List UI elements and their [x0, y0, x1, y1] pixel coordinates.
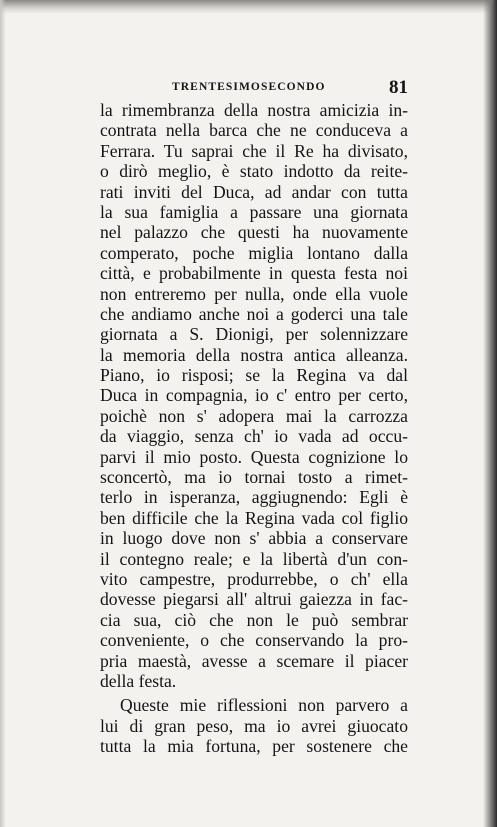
text-line: Queste mie riflessioni non parvero a	[120, 695, 408, 716]
text-line: terlo in isperanza, aggiugnendo: Egli è	[100, 487, 408, 508]
text-line: comperato, poche miglia lontano dalla	[100, 242, 408, 263]
text-line: conveniente, o che conservando la pro-	[100, 630, 408, 651]
body-text	[100, 100, 408, 757]
text-line: vito campestre, produrrebbe, o ch' ella	[100, 568, 408, 589]
text-line: pria maestà, avesse a scemare il piacer	[100, 650, 408, 671]
text-line: non entreremo per nulla, onde ella vuole	[100, 283, 408, 304]
text-line: cia sua, ciò che non le può sembrar	[100, 609, 408, 630]
text-line: parvi il mio posto. Questa cognizione lo	[100, 446, 408, 467]
text-line: giornata a S. Dionigi, per solennizzare	[100, 324, 408, 345]
text-line: della festa.	[100, 670, 177, 691]
text-line: in luogo dove non s' abbia a conservare	[100, 528, 408, 549]
running-head: TRENTESIMOSECONDO	[172, 81, 326, 93]
text-line: Duca in compagnia, io c' entro per certo,	[100, 385, 408, 406]
text-line: la sua famiglia a passare una giornata	[100, 201, 408, 222]
text-line: Ferrara. Tu saprai che il Re ha divisato,	[100, 140, 408, 161]
page-binding-shadow	[483, 0, 497, 827]
page-top-shadow	[0, 0, 497, 14]
text-line: da viaggio, senza ch' io vada ad occu-	[100, 426, 408, 447]
text-line: che andiamo anche noi a goderci una tale	[100, 303, 408, 324]
text-line: lui di gran peso, ma io avrei giuocato	[100, 715, 408, 736]
text-line: sconcertò, ma io tornai tosto a rimet-	[100, 467, 408, 488]
text-line: Piano, io risposi; se la Regina va dal	[100, 365, 408, 386]
text-line: città, e probabilmente in questa festa noi	[100, 263, 408, 284]
text-line: la rimembranza della nostra amicizia in-	[100, 100, 408, 120]
text-line: nel palazzo che questi ha nuovamente	[100, 222, 408, 243]
text-line: tutta la mia fortuna, per sostenere che	[100, 736, 408, 757]
paragraph	[100, 100, 408, 691]
text-line: contrata nella barca che ne conduceva a	[100, 120, 408, 141]
text-line: il contegno reale; e la libertà d'un con-	[100, 548, 408, 569]
text-line: rati inviti del Duca, ad andar con tutta	[100, 181, 408, 202]
text-line: dovesse piegarsi all' altrui gaiezza in fac-	[100, 589, 408, 610]
paragraph	[100, 695, 408, 756]
page-left-shadow	[0, 0, 6, 827]
text-line: poichè non s' adopera mai la carrozza	[100, 405, 408, 426]
page-header	[100, 77, 408, 100]
page-number: 81	[389, 77, 408, 98]
text-line: ben difficile che la Regina vada col figlio	[100, 507, 408, 528]
text-line: la memoria della nostra antica alleanza.	[100, 344, 408, 365]
text-line: o dirò meglio, è stato indotto da reite-	[100, 161, 408, 182]
